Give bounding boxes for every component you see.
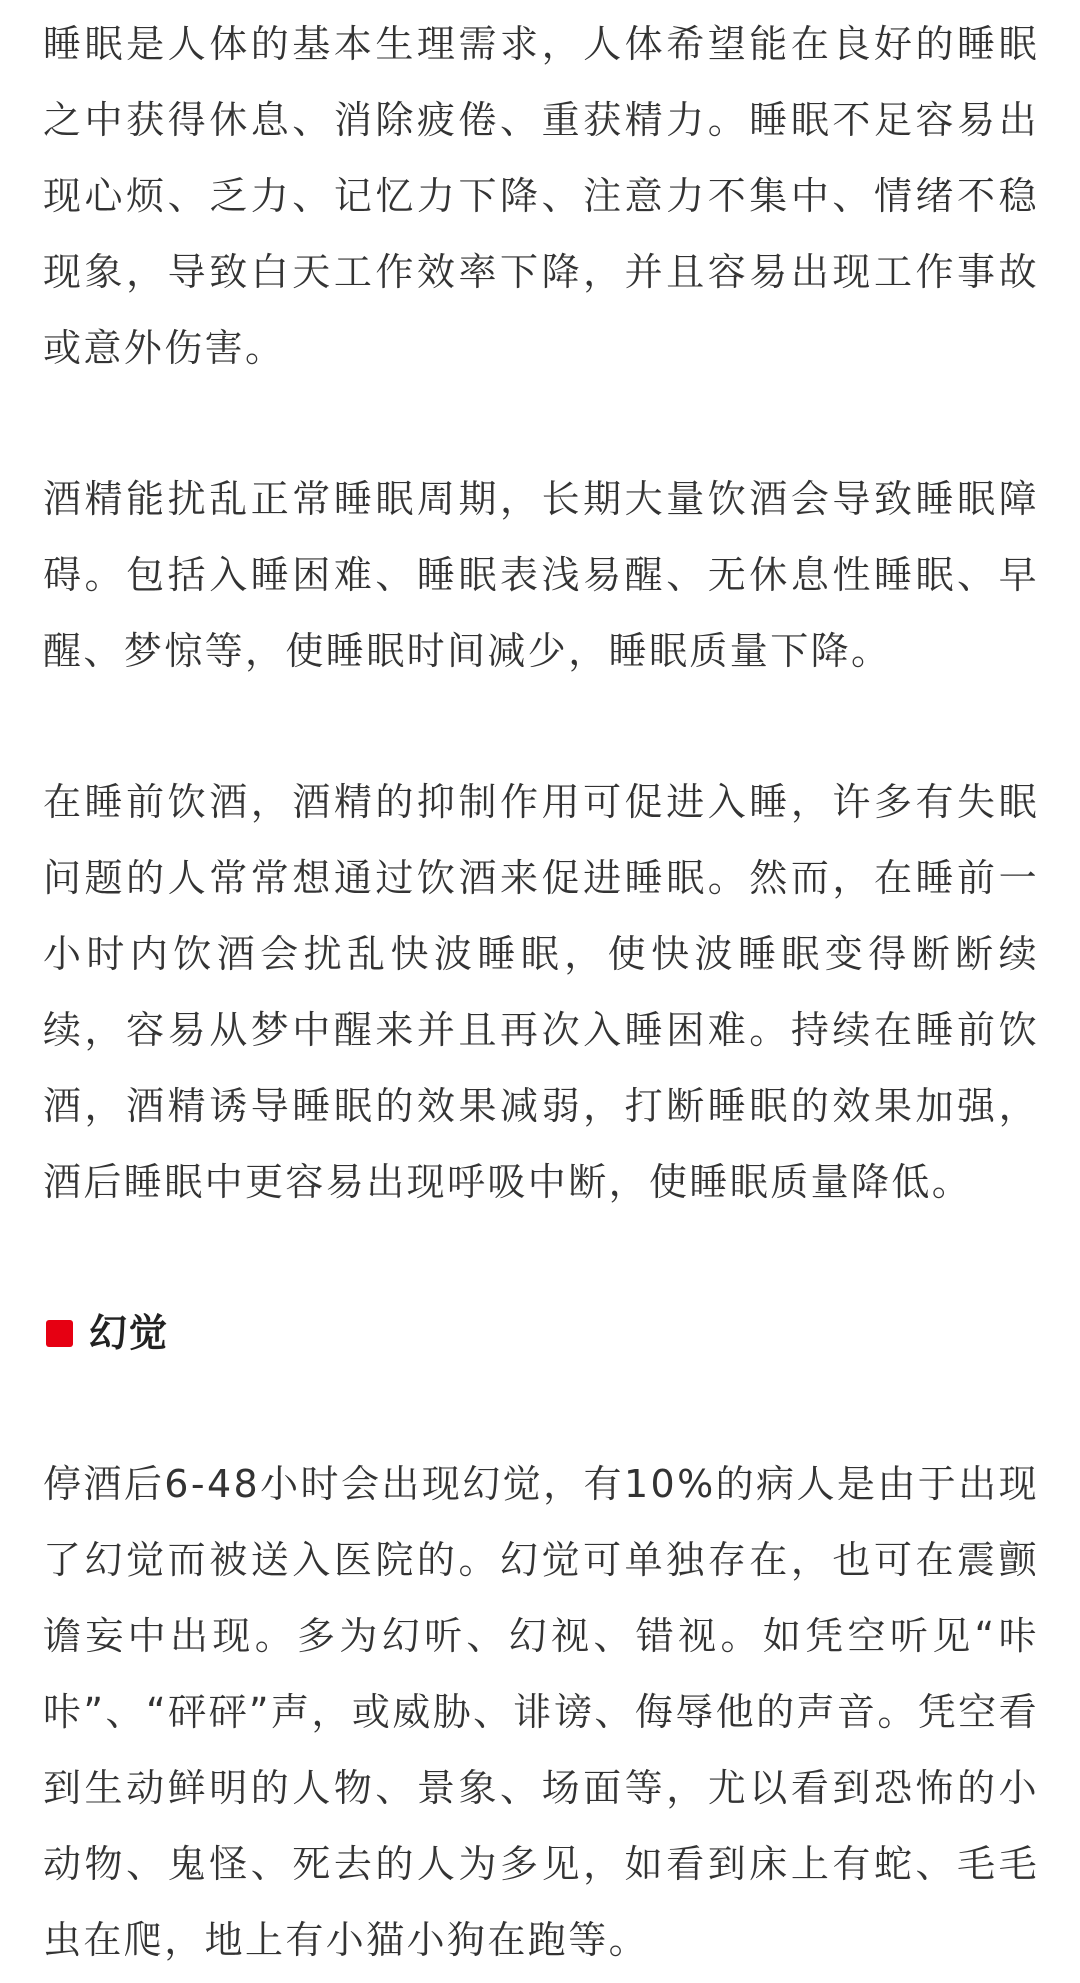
paragraph-drinking-before-bed: 在睡前饮酒，酒精的抑制作用可促进入睡，许多有失眠问题的人常常想通过饮酒来促进睡眠。然而，在睡前一小时内饮酒会扰乱快波睡眠，使快波睡眠变得断断续续，容易从梦中醒来并且再次入睡困难。持续在睡前饮酒，酒精诱导睡眠的效果减弱，打断睡眠的效果加强，酒后睡眠中更容易出现呼吸中断，使睡眠质量降低。: [43, 780, 1039, 1204]
paragraph-sleep-needs: 睡眠是人体的基本生理需求，人体希望能在良好的睡眠之中获得休息、消除疲倦、重获精力。睡眠不足容易出现心烦、乏力、记忆力下降、注意力不集中、情绪不稳现象，导致白天工作效率下降，并且容易出现工作事故或意外伤害。: [43, 22, 1039, 370]
paragraph-alcohol-sleep-disorder: 酒精能扰乱正常睡眠周期，长期大量饮酒会导致睡眠障碍。包括入睡困难、睡眠表浅易醒、无休息性睡眠、早醒、梦惊等，使睡眠时间减少，睡眠质量下降。: [43, 477, 1039, 673]
paragraph-hallucination: 停酒后6-48小时会出现幻觉，有10%的病人是由于出现了幻觉而被送入医院的。幻觉可单独存在，也可在震颤谵妄中出现。多为幻听、幻视、错视。如凭空听见“咔咔”、“砰砰”声，或威胁、诽谤、侮辱他的声音。凭空看到生动鲜明的人物、景象、场面等，尤以看到恐怖的小动物、鬼怪、死去的人为多见，如看到床上有蛇、毛毛虫在爬，地上有小猫小狗在跑等。: [43, 1462, 1039, 1962]
section-heading-hallucination: [43, 1295, 1039, 1371]
red-square-marker-icon: [46, 1320, 73, 1347]
section-heading-text: 幻觉: [89, 1311, 170, 1355]
